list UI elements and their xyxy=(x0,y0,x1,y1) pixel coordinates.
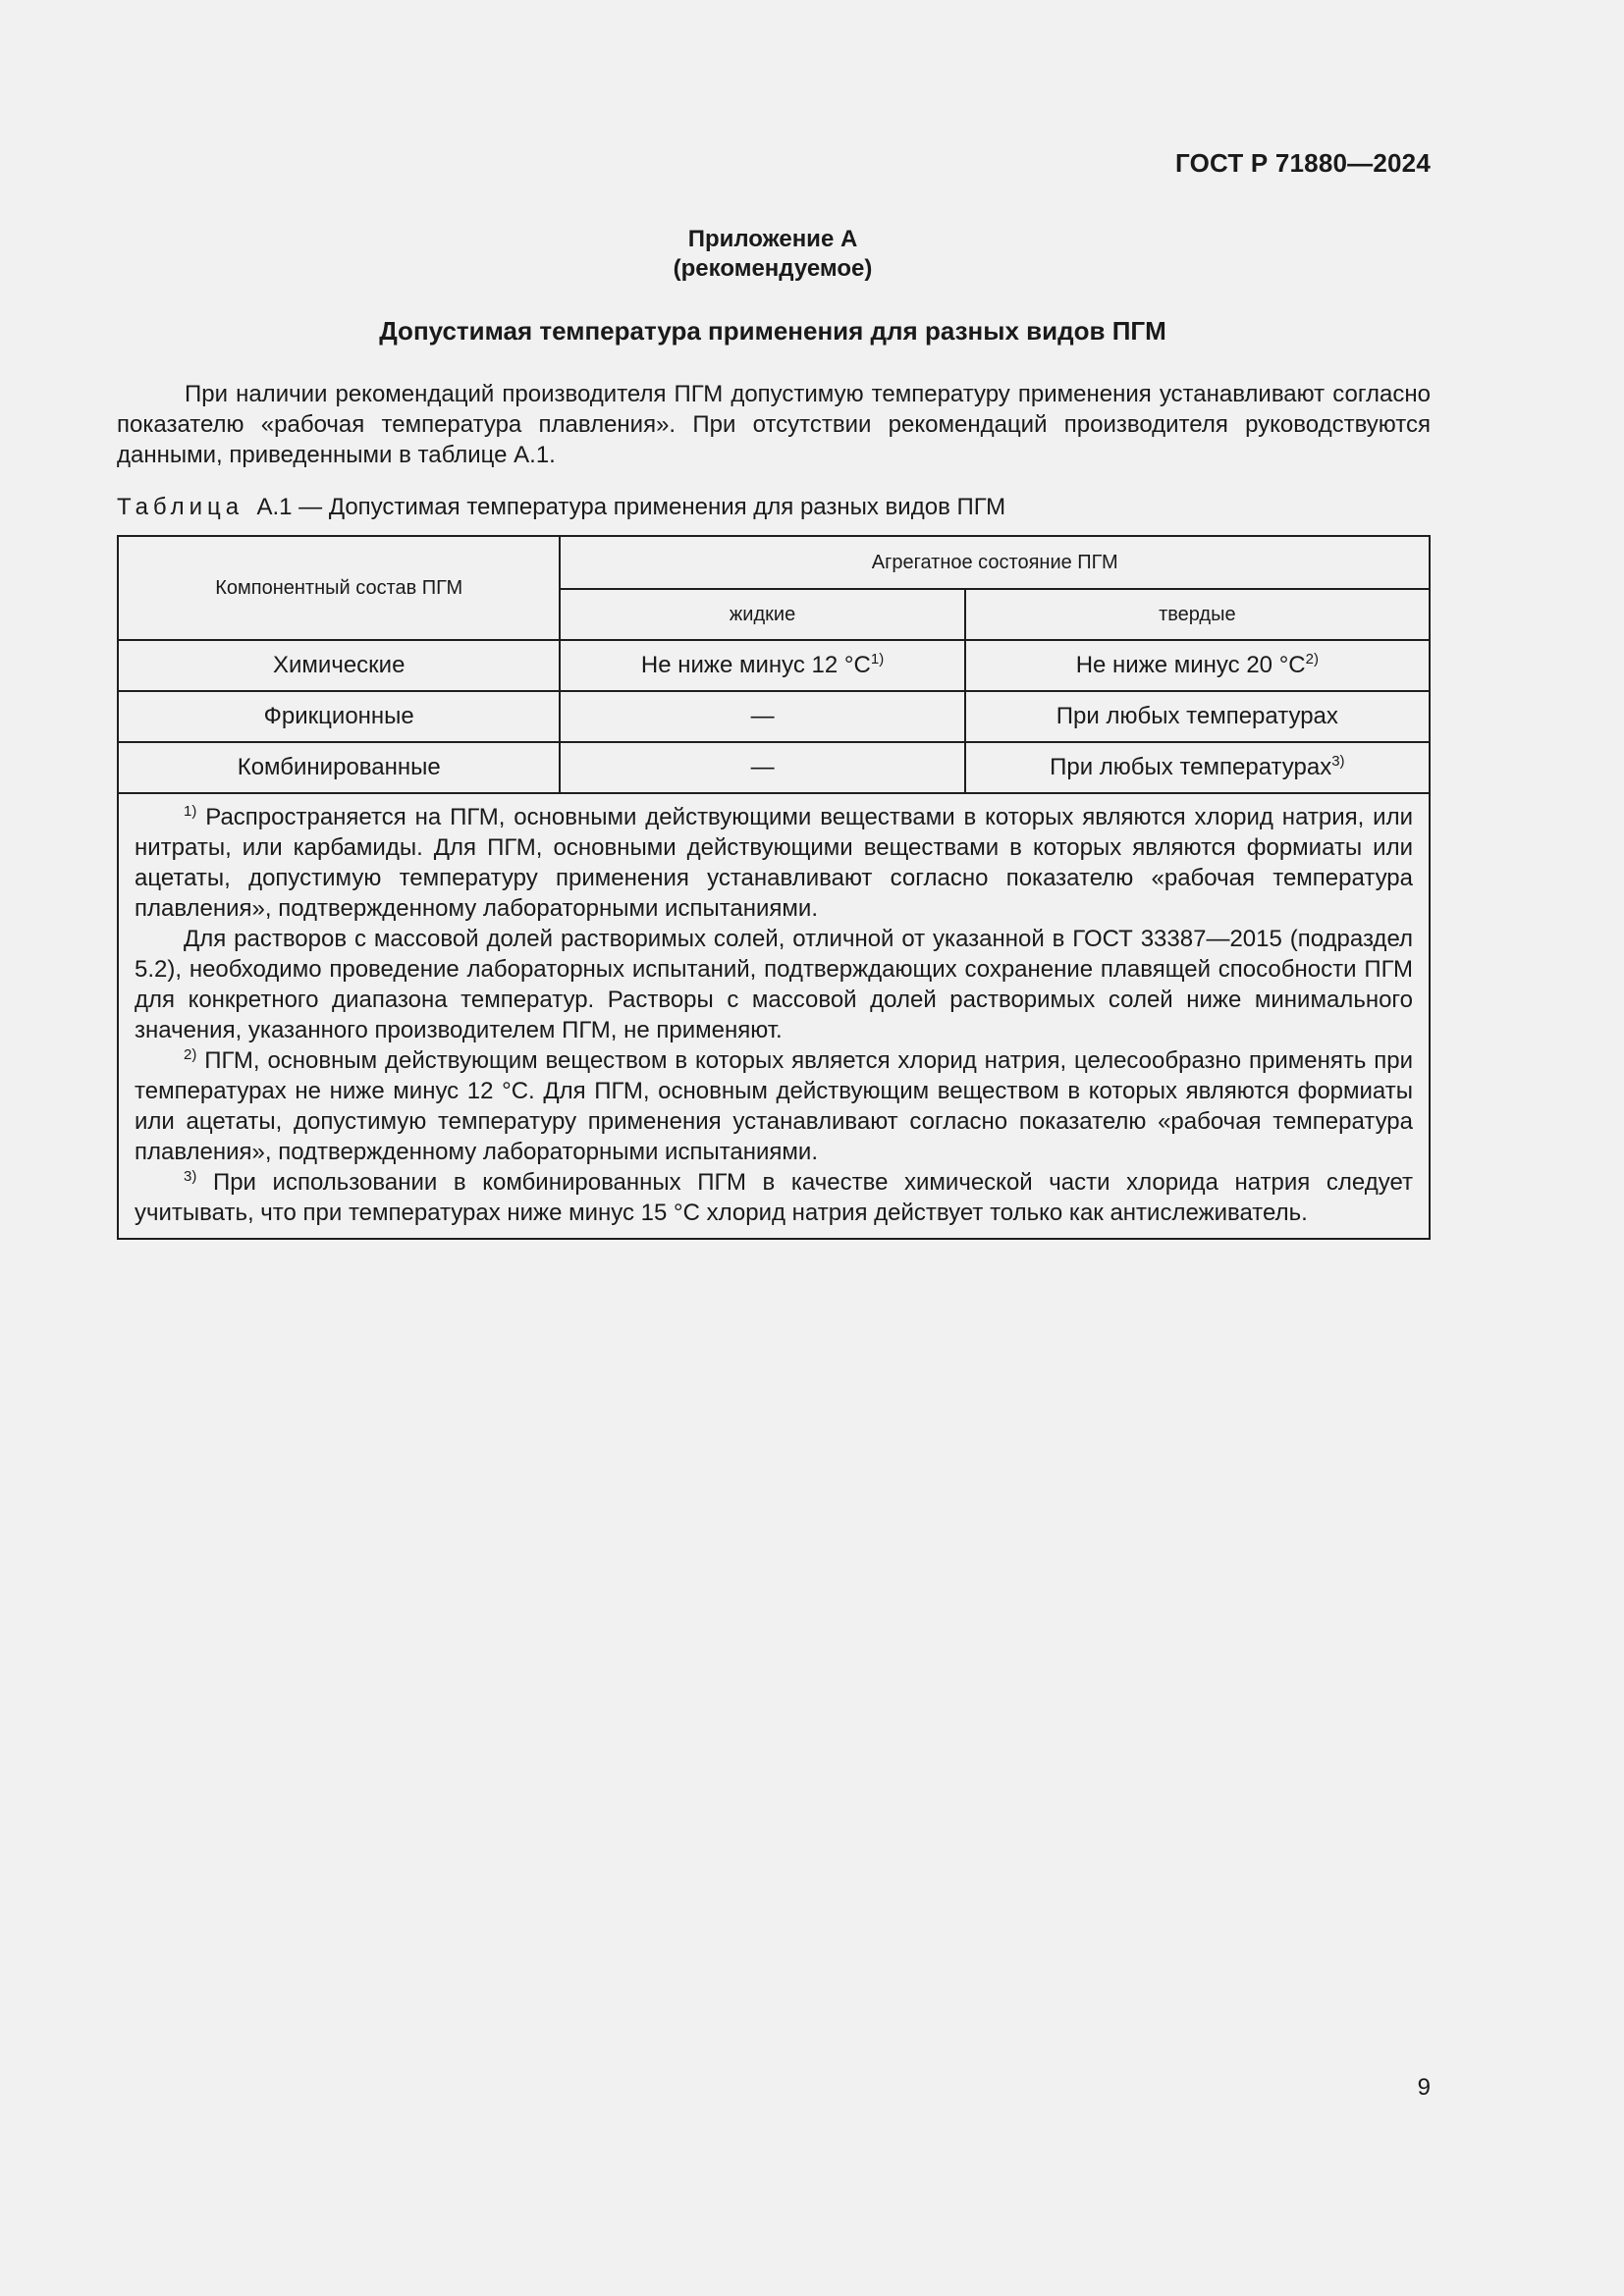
table-row xyxy=(118,691,1430,742)
cell-text: — xyxy=(750,703,775,729)
cell-text: Не ниже минус 20 °С xyxy=(1075,652,1306,678)
header-liquid: жидкие xyxy=(560,589,964,640)
header-component: Компонентный состав ПГМ xyxy=(118,536,560,640)
footnote-mark: 2) xyxy=(184,1046,197,1063)
page-number: 9 xyxy=(1417,2074,1431,2101)
footnote-text: ПГМ, основным действующим веществом в которых является хлорид натрия, целесообразно применять при температурах не ниже минус 12 °С. Для ПГМ, основным действующим веществом в которых являются формиаты или ацетаты, допустимую температуру применения устанавливают согласно показателю «рабочая температура плавления», подтвержденному лабораторными испытаниями. xyxy=(135,1047,1413,1165)
footnote-text: При использовании в комбинированных ПГМ в качестве химической части хлорида натрия следует учитывать, что при температурах ниже минус 15 °С хлорид натрия действует только как антислеживатель. xyxy=(135,1169,1413,1226)
row-name: Фрикционные xyxy=(118,691,560,742)
standard-code: ГОСТ Р 71880—2024 xyxy=(1175,148,1431,178)
footnote-ref: 2) xyxy=(1305,651,1319,667)
appendix-status: (рекомендуемое) xyxy=(673,255,873,282)
cell-text: При любых температурах xyxy=(1056,703,1338,729)
footnote-text: Распространяется на ПГМ, основными действующими веществами в которых являются хлорид натрия, или нитраты, или карбамиды. Для ПГМ, основными действующими веществами в которых являются формиаты или ацетаты, допустимую температуру применения устанавливают согласно показателю «рабочая температура плавления», подтвержденному лабораторными испытаниями. xyxy=(135,804,1413,922)
footnote-ref: 1) xyxy=(870,651,885,667)
table-notes-row xyxy=(118,793,1430,1239)
row-name: Химические xyxy=(118,640,560,691)
footnote-mark: 1) xyxy=(184,803,197,820)
appendix-title: Приложение А xyxy=(687,226,858,252)
row-solid xyxy=(965,742,1430,793)
row-liquid xyxy=(560,640,964,691)
table-caption-word: Таблица xyxy=(117,494,244,520)
cell-text: Не ниже минус 12 °С xyxy=(640,652,871,678)
cell-text: — xyxy=(750,754,775,780)
row-solid xyxy=(965,691,1430,742)
table-row xyxy=(118,640,1430,691)
footnote-text: Для растворов с массовой долей растворимых солей, отличной от указанной в ГОСТ 33387—2015 (подраздел 5.2), необходимо проведение лабораторных испытаний, подтверждающих сохранение плавящей способности ПГМ для конкретного диапазона температур. Растворы с массовой долей растворимых солей ниже минимального значения, указанного производителем ПГМ, не применяют. xyxy=(135,926,1413,1043)
temperature-table xyxy=(117,535,1431,1240)
footnote xyxy=(135,1045,1413,1167)
cell-text: При любых температурах xyxy=(1050,754,1332,780)
intro-paragraph: При наличии рекомендаций производителя ПГМ допустимую температуру применения устанавливают согласно показателю «рабочая температура плавления». При отсутствии рекомендаций производителя руководствуются данными, приведенными в таблице А.1. xyxy=(117,381,1431,468)
table-row xyxy=(118,742,1430,793)
section-title: Допустимая температура применения для разных видов ПГМ xyxy=(379,316,1166,346)
table-caption xyxy=(117,494,1005,521)
footnote-mark: 3) xyxy=(184,1168,197,1185)
row-name: Комбинированные xyxy=(118,742,560,793)
footnote xyxy=(135,1167,1413,1228)
footnote xyxy=(135,924,1413,1045)
table-caption-text: А.1 — Допустимая температура применения для разных видов ПГМ xyxy=(256,494,1006,520)
appendix-heading xyxy=(0,225,1545,284)
footnote-ref: 3) xyxy=(1331,753,1345,770)
table-header-row xyxy=(118,536,1430,589)
header-solid: твердые xyxy=(965,589,1430,640)
header-state: Агрегатное состояние ПГМ xyxy=(560,536,1430,589)
row-solid xyxy=(965,640,1430,691)
row-liquid xyxy=(560,742,964,793)
row-liquid xyxy=(560,691,964,742)
table-notes xyxy=(118,793,1430,1239)
footnote xyxy=(135,802,1413,924)
